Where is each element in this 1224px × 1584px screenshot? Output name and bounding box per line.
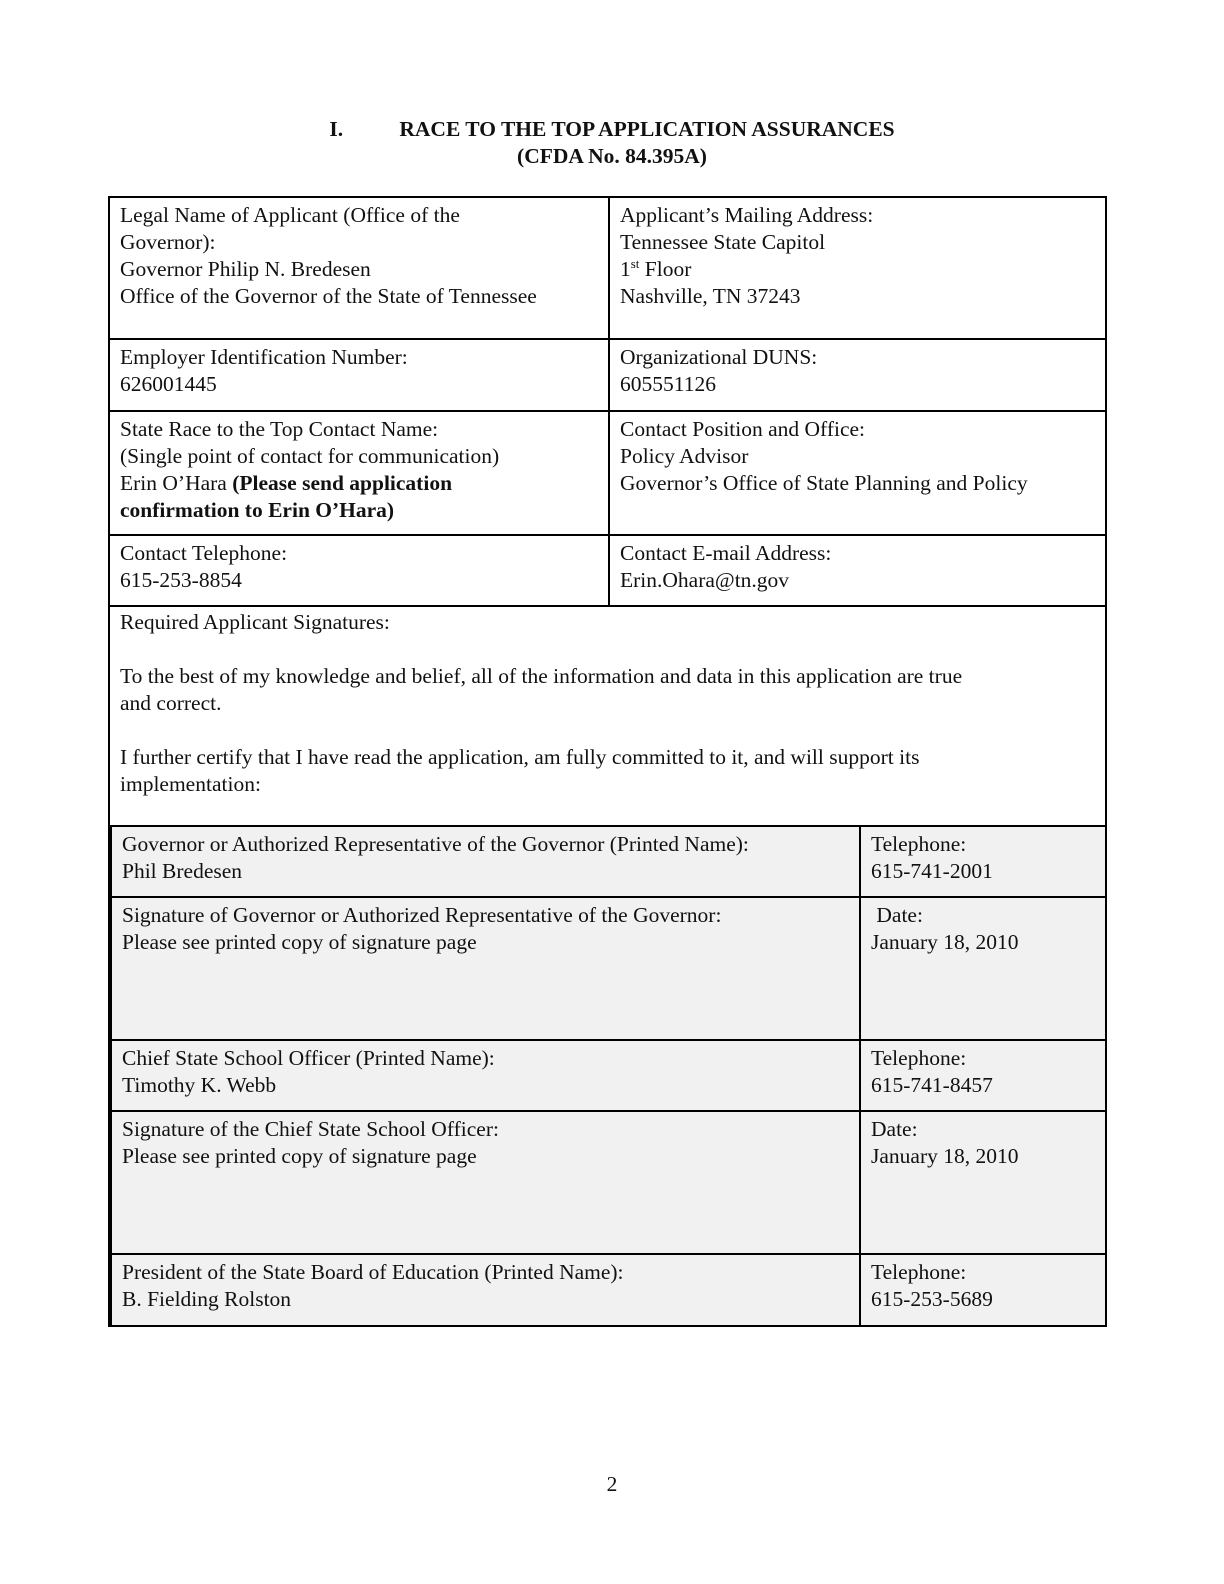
csso-name-cell [111, 1040, 860, 1111]
confirmation-note-cont: confirmation to Erin O’Hara) [120, 498, 395, 522]
page-number: 2 [606, 1472, 618, 1496]
csso-name: Timothy K. Webb [122, 1073, 277, 1097]
ein-value: 626001445 [120, 372, 217, 396]
csso-phone: 615-741-8457 [871, 1073, 993, 1097]
title-line-1 [0, 116, 1224, 143]
address-line-1: Tennessee State Capitol [620, 230, 826, 254]
contact-email: Erin.Ohara@tn.gov [620, 568, 790, 592]
signatures-cell [109, 606, 1106, 1327]
contact-phone-label: Contact Telephone: [120, 541, 288, 565]
contact-name-line [120, 470, 598, 497]
section-number: I. [329, 117, 344, 141]
governor-phone-label: Telephone: [871, 832, 967, 856]
governor-name-label: Governor or Authorized Representative of the Governor (Printed Name): [122, 832, 749, 856]
csso-signature-row [111, 1111, 1106, 1254]
contact-email-cell [609, 535, 1106, 606]
contact-position: Policy Advisor [620, 444, 749, 468]
signatures-row [109, 606, 1106, 1327]
contact-phone-cell [109, 535, 609, 606]
document-title [0, 116, 1224, 170]
csso-phone-cell [860, 1040, 1106, 1111]
csso-date: January 18, 2010 [871, 1144, 1019, 1168]
board-president-phone-label: Telephone: [871, 1260, 967, 1284]
ids-row [109, 339, 1106, 411]
contact-name: Erin O’Hara [120, 471, 227, 495]
csso-signature-cell [111, 1111, 860, 1254]
csso-date-cell [860, 1111, 1106, 1254]
governor-signature-label: Signature of Governor or Authorized Representative of the Governor: [122, 903, 722, 927]
assurances-form [108, 196, 1107, 1327]
signature-grid [110, 825, 1107, 1327]
contact-position-label: Contact Position and Office: [620, 417, 866, 441]
board-president-name: B. Fielding Rolston [122, 1287, 292, 1311]
title-text: RACE TO THE TOP APPLICATION ASSURANCES [399, 117, 895, 141]
address-line-2 [620, 256, 1095, 283]
contact-methods-row [109, 535, 1106, 606]
duns-label: Organizational DUNS: [620, 345, 818, 369]
floor-number: 1 [620, 257, 631, 281]
contact-email-label: Contact E-mail Address: [620, 541, 832, 565]
contact-name-note: (Single point of contact for communication) [120, 444, 500, 468]
governor-phone-cell [860, 826, 1106, 897]
title-line-2: (CFDA No. 84.395A) [517, 144, 707, 168]
certification-para-2-cont: implementation: [120, 772, 261, 796]
certification-text [110, 607, 1105, 825]
floor-ordinal: st [630, 256, 640, 271]
governor-phone: 615-741-2001 [871, 859, 993, 883]
mailing-address-label: Applicant’s Mailing Address: [620, 203, 874, 227]
legal-name-cell [109, 197, 609, 339]
board-president-row [111, 1254, 1106, 1326]
applicant-row [109, 197, 1106, 339]
contact-row [109, 411, 1106, 535]
csso-signature-note: Please see printed copy of signature page [122, 1144, 477, 1168]
governor-signature-note: Please see printed copy of signature page [122, 930, 477, 954]
csso-name-row [111, 1040, 1106, 1111]
board-president-phone: 615-253-5689 [871, 1287, 993, 1311]
applicant-name: Governor Philip N. Bredesen [120, 257, 371, 281]
governor-name-cell [111, 826, 860, 897]
address-line-3: Nashville, TN 37243 [620, 284, 801, 308]
board-president-cell [111, 1254, 860, 1326]
duns-value: 605551126 [620, 372, 716, 396]
csso-phone-label: Telephone: [871, 1046, 967, 1070]
contact-name-label: State Race to the Top Contact Name: [120, 417, 439, 441]
duns-cell [609, 339, 1106, 411]
ein-label: Employer Identification Number: [120, 345, 408, 369]
certification-para-1: To the best of my knowledge and belief, all of the information and data in this application are true [120, 664, 963, 688]
board-president-label: President of the State Board of Education (Printed Name): [122, 1260, 624, 1284]
legal-name-label-cont: Governor): [120, 230, 216, 254]
governor-signature-cell [111, 897, 860, 1040]
governor-signature-row [111, 897, 1106, 1040]
governor-name: Phil Bredesen [122, 859, 243, 883]
certification-para-1-cont: and correct. [120, 691, 222, 715]
governor-name-row [111, 826, 1106, 897]
governor-date-cell [860, 897, 1106, 1040]
applicant-office: Office of the Governor of the State of Tennessee [120, 284, 537, 308]
contact-position-cell [609, 411, 1106, 535]
signatures-heading: Required Applicant Signatures: [120, 610, 390, 634]
board-president-phone-cell [860, 1254, 1106, 1326]
certification-para-2: I further certify that I have read the application, am fully committed to it, and will support its [120, 745, 920, 769]
floor-word: Floor [639, 257, 692, 281]
governor-date-label: Date: [871, 903, 923, 927]
contact-office: Governor’s Office of State Planning and Policy [620, 471, 1028, 495]
csso-signature-label: Signature of the Chief State School Officer: [122, 1117, 499, 1141]
csso-date-label: Date: [871, 1117, 918, 1141]
csso-name-label: Chief State School Officer (Printed Name): [122, 1046, 495, 1070]
mailing-address-cell [609, 197, 1106, 339]
ein-cell [109, 339, 609, 411]
governor-date: January 18, 2010 [871, 930, 1019, 954]
legal-name-label: Legal Name of Applicant (Office of the [120, 203, 460, 227]
confirmation-note: (Please send application [232, 471, 453, 495]
contact-phone: 615-253-8854 [120, 568, 242, 592]
contact-name-cell [109, 411, 609, 535]
